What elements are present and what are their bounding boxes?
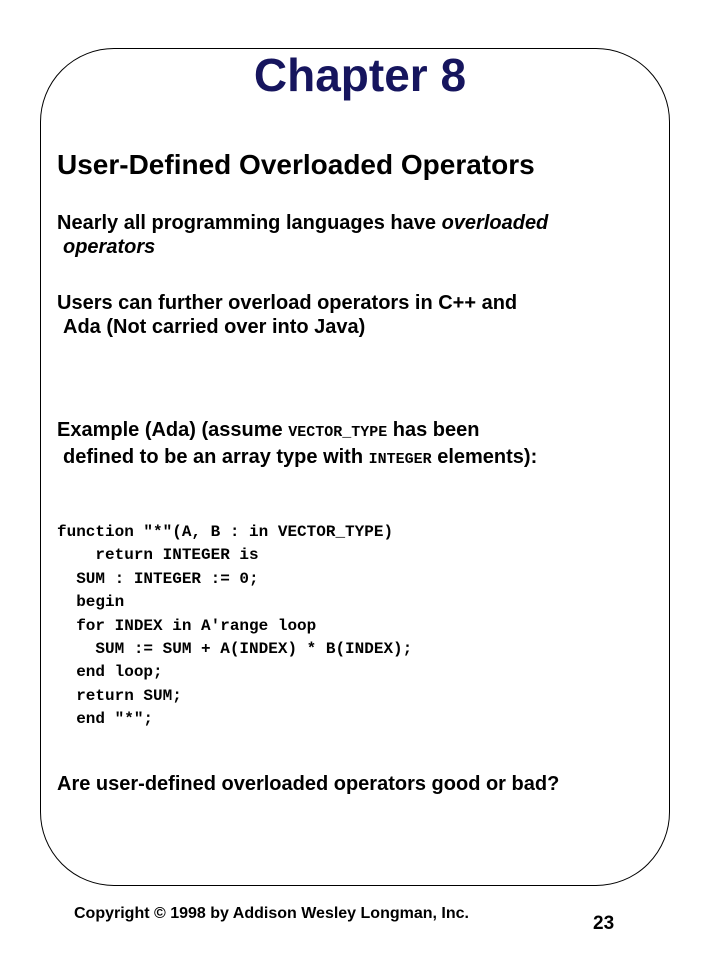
code-line: SUM : INTEGER := 0; — [57, 569, 259, 588]
code-line: for INDEX in A'range loop — [57, 616, 317, 635]
copyright-notice: Copyright © 1998 by Addison Wesley Longman, Inc. — [74, 905, 469, 922]
example-code-integer: INTEGER — [368, 451, 432, 468]
example-text-1: Example (Ada) (assume — [57, 419, 289, 441]
para1-italic-1: overloaded — [441, 212, 549, 234]
example-text-4: elements): — [431, 446, 538, 468]
code-line: return SUM; — [57, 686, 182, 705]
code-block — [57, 521, 412, 732]
code-line: function "*"(A, B : in VECTOR_TYPE) — [57, 523, 394, 541]
code-line: SUM := SUM + A(INDEX) * B(INDEX); — [57, 640, 413, 659]
para1-text: Nearly all programming languages have — [57, 212, 442, 234]
page-number: 23 — [593, 913, 615, 934]
slide-title: Chapter 8 — [253, 49, 467, 101]
para2-line1: Users can further overload operators in C++ and — [57, 292, 518, 314]
code-line: end "*"; — [57, 710, 154, 729]
para2-line2: Ada (Not carried over into Java) — [63, 316, 366, 338]
section-heading: User-Defined Overloaded Operators — [57, 149, 535, 180]
example-text-2: has been — [387, 419, 480, 441]
para1-italic-2: operators — [63, 236, 156, 258]
paragraph-example — [57, 418, 537, 472]
paragraph-user-overload — [57, 291, 517, 339]
code-line: begin — [57, 593, 125, 612]
example-text-3: defined to be an array type with — [63, 446, 369, 468]
example-code-vector-type: VECTOR_TYPE — [288, 424, 388, 441]
paragraph-overloaded-operators — [57, 211, 548, 259]
closing-question: Are user-defined overloaded operators good or bad? — [57, 773, 560, 795]
code-line: return INTEGER is — [57, 546, 259, 565]
code-line: end loop; — [57, 663, 163, 682]
